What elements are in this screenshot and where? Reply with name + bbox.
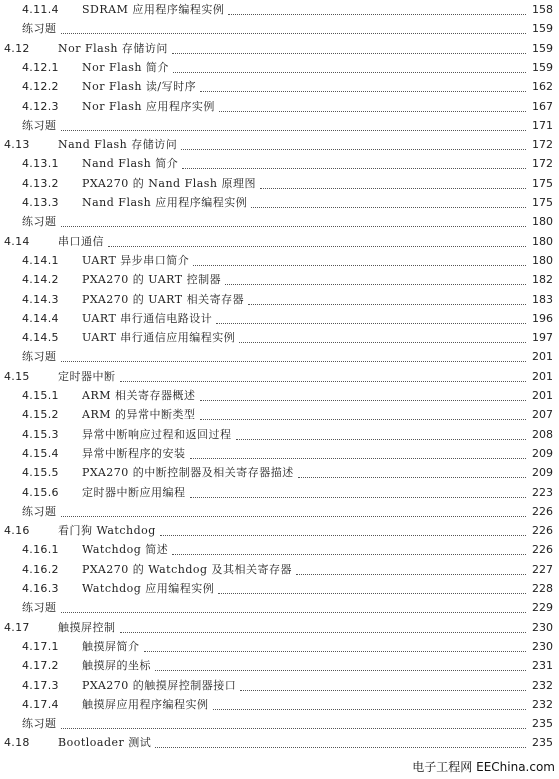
toc-page-number: 159 [532, 41, 553, 55]
toc-entry[interactable] [0, 290, 559, 309]
toc-page-number: 230 [532, 620, 553, 634]
toc-page-number: 175 [532, 196, 553, 209]
toc-page-number: 208 [532, 427, 553, 441]
toc-leader-dots [200, 390, 526, 401]
toc-section-number: 4.14.5 [22, 331, 59, 345]
toc-title: Nand Flash 应用程序编程实例 [82, 196, 248, 209]
toc-entry[interactable] [0, 521, 559, 540]
toc-leader-dots [172, 544, 526, 555]
toc-title: PXA270 的中断控制器及相关寄存器描述 [82, 466, 294, 480]
toc-leader-dots [173, 62, 526, 73]
toc-entry[interactable] [0, 598, 559, 617]
toc-entry[interactable] [0, 212, 559, 231]
toc-entry[interactable] [0, 579, 559, 598]
toc-entry[interactable] [0, 676, 559, 695]
toc-page-number: 172 [532, 138, 553, 152]
toc-entry[interactable] [0, 97, 559, 116]
toc-title: Watchdog 应用编程实例 [82, 582, 215, 595]
toc-section-number: 4.17.4 [22, 697, 59, 711]
toc-section-number: 4.17.3 [22, 678, 59, 692]
toc-title: PXA270 的触摸屏控制器接口 [82, 678, 237, 692]
toc-page-number: 227 [532, 562, 553, 576]
toc-section-number: 4.16.1 [22, 543, 59, 557]
toc-title: Nor Flash 存储访问 [58, 41, 168, 55]
toc-entry[interactable] [0, 0, 559, 19]
toc-title: Nor Flash 应用程序实例 [82, 99, 215, 113]
toc-section-number: 4.17.2 [22, 659, 59, 673]
toc-title: UART 串行通信电路设计 [82, 311, 213, 325]
toc-title: 触摸屏控制 [58, 620, 116, 634]
toc-section-number: 4.15 [4, 369, 30, 383]
toc-section-number: 4.15.3 [22, 427, 59, 441]
toc-title: Nor Flash 简介 [82, 60, 169, 74]
toc-title: 异常中断程序的安装 [82, 446, 186, 460]
toc-title: Nand Flash 存储访问 [58, 138, 178, 152]
toc-entry[interactable] [0, 116, 559, 135]
toc-page-number: 229 [532, 601, 553, 615]
toc-leader-dots [228, 4, 526, 15]
toc-title: 练习题 [22, 118, 57, 132]
toc-leader-dots [61, 718, 526, 729]
toc-section-number: 4.12 [4, 41, 30, 55]
toc-title: 练习题 [22, 350, 57, 364]
toc-title: PXA270 的 UART 相关寄存器 [82, 292, 245, 306]
toc-section-number: 4.14 [4, 234, 30, 248]
toc-entry[interactable] [0, 386, 559, 405]
toc-page-number: 162 [532, 80, 553, 94]
toc-entry[interactable] [0, 637, 559, 656]
toc-page-number: 209 [532, 466, 553, 480]
toc-page-number: 180 [532, 253, 553, 267]
toc-page-number: 180 [532, 215, 553, 229]
toc-leader-dots [239, 332, 526, 343]
toc-title: 练习题 [22, 717, 57, 731]
toc-title: PXA270 的 UART 控制器 [82, 273, 222, 287]
toc-leader-dots [61, 602, 526, 613]
toc-entry[interactable] [0, 502, 559, 521]
toc-entry[interactable] [0, 232, 559, 251]
toc-entry[interactable] [0, 309, 559, 328]
toc-page-number: 226 [532, 543, 553, 557]
toc-entry[interactable] [0, 154, 559, 173]
toc-page-number: 223 [532, 485, 553, 499]
toc-entry[interactable] [0, 463, 559, 482]
toc-section-number: 4.13.1 [22, 157, 59, 171]
toc-entry[interactable] [0, 135, 559, 154]
toc-section-number: 4.18 [4, 736, 30, 750]
toc-entry[interactable] [0, 714, 559, 733]
toc-title: 触摸屏的坐标 [82, 659, 151, 673]
toc-entry[interactable] [0, 328, 559, 347]
toc-entry[interactable] [0, 367, 559, 386]
toc-leader-dots [236, 429, 526, 440]
toc-leader-dots [216, 313, 526, 324]
toc-section-number: 4.13.3 [22, 196, 59, 209]
toc-title: 练习题 [22, 215, 57, 229]
toc-entry[interactable] [0, 695, 559, 714]
watermark: 电子工程网 EEChina.com [412, 760, 555, 774]
toc-page-number: 201 [532, 369, 553, 383]
toc-title: 串口通信 [58, 234, 104, 248]
toc-section-number: 4.14.4 [22, 311, 59, 325]
toc-title: 练习题 [22, 601, 57, 615]
toc-section-number: 4.14.3 [22, 292, 59, 306]
toc-leader-dots [61, 23, 526, 34]
toc-entry[interactable] [0, 560, 559, 579]
toc-leader-dots [190, 448, 526, 459]
toc-entry[interactable] [0, 618, 559, 637]
toc-page-number: 235 [532, 717, 553, 731]
toc-leader-dots [61, 506, 526, 517]
toc-section-number: 4.15.1 [22, 389, 59, 402]
toc-title: 触摸屏简介 [82, 639, 140, 653]
toc-leader-dots [296, 564, 526, 575]
toc-section-number: 4.17.1 [22, 639, 59, 653]
toc-page-number: 231 [532, 659, 553, 673]
toc-page-number: 226 [532, 504, 553, 518]
toc-title: 异常中断响应过程和返回过程 [82, 427, 232, 441]
toc-page-number: 172 [532, 157, 553, 171]
toc-section-number: 4.15.4 [22, 446, 59, 460]
toc-leader-dots [190, 487, 526, 498]
toc-title: 看门狗 Watchdog [58, 524, 156, 538]
toc-section-number: 4.11.4 [22, 3, 59, 16]
toc-page-number: 201 [532, 350, 553, 364]
toc-page-number: 197 [532, 331, 553, 345]
toc-leader-dots [120, 622, 526, 633]
toc-title: 定时器中断 [58, 369, 116, 383]
toc-leader-dots [155, 660, 526, 671]
toc-entry[interactable] [0, 270, 559, 289]
toc-page-number: 235 [532, 736, 553, 750]
toc-entry[interactable] [0, 733, 559, 752]
toc-title: UART 串行通信应用编程实例 [82, 331, 236, 345]
toc-entry[interactable] [0, 19, 559, 38]
toc-page-number: 196 [532, 311, 553, 325]
toc-leader-dots [120, 371, 526, 382]
toc-title: Nor Flash 读/写时序 [82, 80, 197, 94]
toc-leader-dots [260, 178, 526, 189]
toc-section-number: 4.16.3 [22, 582, 59, 595]
toc-page-number: 183 [532, 292, 553, 306]
toc-section-number: 4.12.2 [22, 80, 59, 94]
toc-section-number: 4.15.5 [22, 466, 59, 480]
toc-leader-dots [213, 699, 526, 710]
toc-leader-dots [61, 351, 526, 362]
toc-section-number: 4.14.1 [22, 253, 59, 267]
toc-page-number: 167 [532, 99, 553, 113]
toc-leader-dots [108, 236, 526, 247]
toc-section-number: 4.13 [4, 138, 30, 152]
toc-leader-dots [298, 467, 526, 478]
toc-entry[interactable] [0, 39, 559, 58]
toc-leader-dots [160, 525, 526, 536]
toc-entry[interactable] [0, 483, 559, 502]
toc-entry[interactable] [0, 77, 559, 96]
toc-title: 练习题 [22, 22, 57, 36]
toc-entry[interactable] [0, 656, 559, 675]
toc-page-number: 201 [532, 389, 553, 402]
toc-page-number: 182 [532, 273, 553, 287]
toc-section-number: 4.14.2 [22, 273, 59, 287]
toc-section-number: 4.15.2 [22, 408, 59, 422]
toc-section-number: 4.17 [4, 620, 30, 634]
toc-section-number: 4.16 [4, 524, 30, 538]
toc-leader-dots [172, 43, 526, 54]
toc-entry[interactable] [0, 174, 559, 193]
toc-leader-dots [144, 641, 526, 652]
toc-title: Nand Flash 简介 [82, 157, 179, 171]
toc-page-number: 232 [532, 697, 553, 711]
toc-title: Bootloader 测试 [58, 736, 152, 750]
toc-title: SDRAM 应用程序编程实例 [82, 3, 225, 16]
toc-page-number: 207 [532, 408, 553, 422]
toc-title: PXA270 的 Nand Flash 原理图 [82, 176, 257, 190]
toc-page-number: 230 [532, 639, 553, 653]
toc-page-number: 159 [532, 22, 553, 36]
toc-entry[interactable] [0, 405, 559, 424]
toc-page-number: 158 [532, 3, 553, 16]
toc-page-number: 232 [532, 678, 553, 692]
toc-entry[interactable] [0, 540, 559, 559]
toc-page-number: 228 [532, 582, 553, 595]
toc-section-number: 4.16.2 [22, 562, 59, 576]
toc-page-number: 171 [532, 118, 553, 132]
toc-page-number: 209 [532, 446, 553, 460]
toc-leader-dots [61, 120, 526, 131]
toc-page-number: 175 [532, 176, 553, 190]
toc-title: UART 异步串口简介 [82, 253, 190, 267]
toc-entry[interactable] [0, 444, 559, 463]
toc-leader-dots [181, 139, 526, 150]
toc-section-number: 4.13.2 [22, 176, 59, 190]
toc-title: 触摸屏应用程序编程实例 [82, 697, 209, 711]
toc-title: 定时器中断应用编程 [82, 485, 186, 499]
toc-title: ARM 相关寄存器概述 [82, 389, 196, 402]
toc-leader-dots [155, 737, 526, 748]
toc-leader-dots [240, 680, 526, 691]
toc-leader-dots [218, 583, 526, 594]
toc-leader-dots [248, 294, 526, 305]
toc-entry[interactable] [0, 425, 559, 444]
toc-page-number: 159 [532, 60, 553, 74]
toc-page-number: 180 [532, 234, 553, 248]
toc-title: PXA270 的 Watchdog 及其相关寄存器 [82, 562, 293, 576]
toc-leader-dots [251, 197, 526, 208]
toc-title: ARM 的异常中断类型 [82, 408, 196, 422]
toc-title: Watchdog 简述 [82, 543, 169, 557]
toc-section-number: 4.12.3 [22, 99, 59, 113]
toc-leader-dots [200, 409, 526, 420]
toc-entry[interactable] [0, 347, 559, 366]
toc-leader-dots [193, 255, 526, 266]
toc-leader-dots [182, 158, 526, 169]
toc-entry[interactable] [0, 193, 559, 212]
toc-entry[interactable] [0, 58, 559, 77]
toc-entry[interactable] [0, 251, 559, 270]
toc-title: 练习题 [22, 504, 57, 518]
toc-leader-dots [61, 216, 526, 227]
toc-section-number: 4.12.1 [22, 60, 59, 74]
toc-leader-dots [200, 81, 526, 92]
toc-leader-dots [219, 101, 526, 112]
toc-leader-dots [225, 274, 526, 285]
toc-page-number: 226 [532, 524, 553, 538]
toc-section-number: 4.15.6 [22, 485, 59, 499]
